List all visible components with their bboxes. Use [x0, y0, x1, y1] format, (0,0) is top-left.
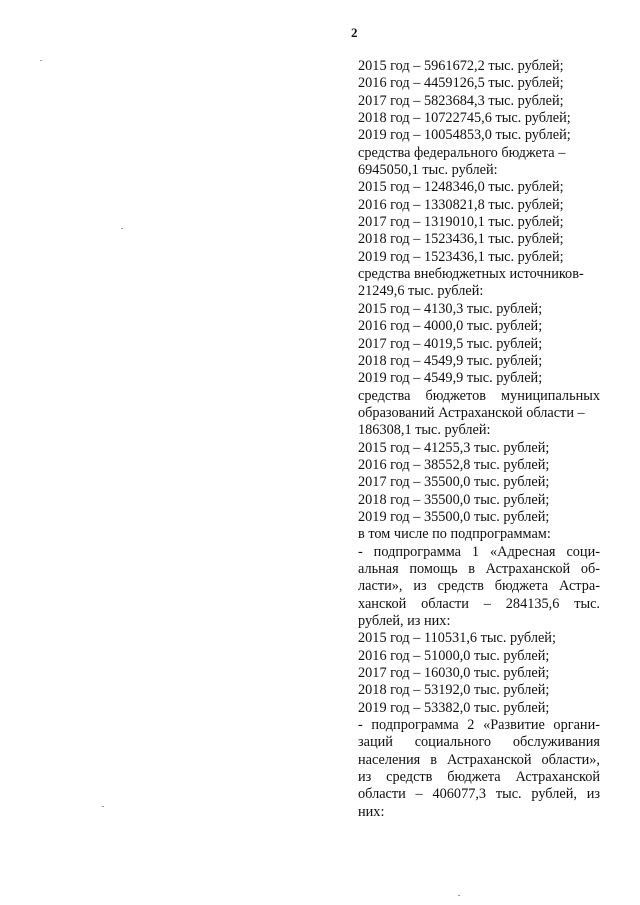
text-line: 2016 год – 1330821,8 тыс. рублей;: [358, 196, 564, 213]
text-line: средства бюджетов муниципальных: [358, 387, 600, 404]
text-line: средства федерального бюджета –: [358, 144, 566, 161]
text-line: 2019 год – 4549,9 тыс. рублей;: [358, 370, 543, 387]
text-line: 21249,6 тыс. рублей:: [358, 283, 484, 300]
text-line: 2019 год – 1523436,1 тыс. рублей;: [358, 248, 564, 265]
text-line: 2015 год – 4130,3 тыс. рублей;: [358, 300, 543, 317]
text-line: 2018 год – 1523436,1 тыс. рублей;: [358, 231, 564, 248]
text-line: заций социального обслуживания: [358, 734, 600, 751]
text-line: 2015 год – 5961672,2 тыс. рублей;: [358, 58, 564, 74]
scan-speck: [40, 60, 42, 61]
text-line: 2016 год – 51000,0 тыс. рублей;: [358, 647, 550, 664]
page-number: 2: [351, 25, 358, 40]
text-line: из средств бюджета Астраханской: [358, 769, 600, 786]
text-line: в том числе по подпрограммам:: [358, 526, 551, 543]
text-line: 2016 год – 4459126,5 тыс. рублей;: [358, 75, 564, 92]
text-line: 2015 год – 41255,3 тыс. рублей;: [358, 439, 550, 456]
text-line: средства внебюджетных источников-: [358, 266, 584, 283]
text-line: 2017 год – 35500,0 тыс. рублей;: [358, 474, 550, 491]
text-line: образований Астраханской области –: [358, 404, 585, 421]
text-line: 2018 год – 4549,9 тыс. рублей;: [358, 352, 543, 369]
text-line: 2017 год – 5823684,3 тыс. рублей;: [358, 92, 564, 109]
scan-speck: [102, 806, 104, 807]
text-line: них:: [358, 803, 385, 820]
text-line: 2019 год – 10054853,0 тыс. рублей;: [358, 127, 571, 144]
text-line: ханской области – 284135,6 тыс.: [358, 595, 600, 612]
text-line: 2018 год – 35500,0 тыс. рублей;: [358, 491, 550, 508]
text-line: 2017 год – 16030,0 тыс. рублей;: [358, 665, 550, 682]
text-line: 2018 год – 53192,0 тыс. рублей;: [358, 682, 550, 699]
document-text-column: [358, 58, 600, 821]
text-line: 186308,1 тыс. рублей:: [358, 422, 491, 439]
text-line: 2015 год – 110531,6 тыс. рублей;: [358, 630, 556, 647]
text-line: области – 406077,3 тыс. рублей, из: [358, 786, 600, 803]
scan-speck: [458, 895, 460, 896]
text-line: 6945050,1 тыс. рублей:: [358, 162, 498, 179]
text-line: 2017 год – 1319010,1 тыс. рублей;: [358, 214, 564, 231]
text-line: населения в Астраханской области»,: [358, 751, 600, 768]
text-line: 2017 год – 4019,5 тыс. рублей;: [358, 335, 543, 352]
text-line: рублей, из них:: [358, 613, 451, 629]
text-line: 2018 год – 10722745,6 тыс. рублей;: [358, 110, 571, 127]
text-line: альная помощь в Астраханской об-: [358, 560, 600, 577]
text-line: - подпрограмма 1 «Адресная соци-: [358, 543, 600, 560]
text-line: ласти», из средств бюджета Астра-: [358, 578, 600, 595]
text-line: 2016 год – 4000,0 тыс. рублей;: [358, 318, 543, 335]
text-line: 2019 год – 53382,0 тыс. рублей;: [358, 699, 550, 716]
text-line: 2015 год – 1248346,0 тыс. рублей;: [358, 179, 564, 196]
scan-speck: [121, 228, 123, 229]
text-line: - подпрограмма 2 «Развитие органи-: [358, 717, 600, 734]
text-line: 2016 год – 38552,8 тыс. рублей;: [358, 456, 550, 473]
text-line: 2019 год – 35500,0 тыс. рублей;: [358, 508, 550, 525]
